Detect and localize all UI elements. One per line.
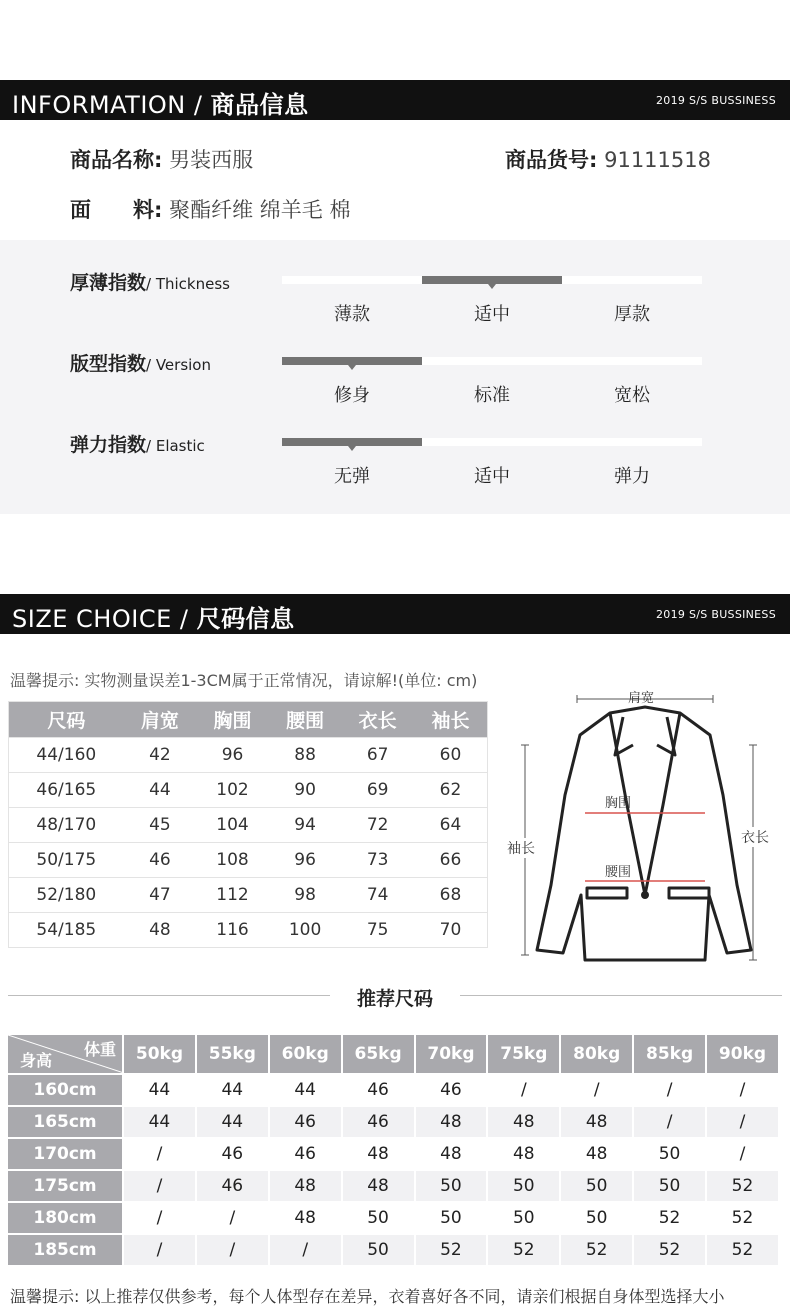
index-option: 修身	[334, 385, 370, 406]
index-option: 无弹	[334, 466, 370, 487]
jacket-measurement-diagram	[505, 685, 785, 970]
information-title: INFORMATION / 商品信息	[12, 91, 309, 119]
recommend-cell: 52	[634, 1233, 707, 1265]
recommend-cell: 52	[634, 1201, 707, 1233]
index-label-en: / Thickness	[146, 275, 230, 293]
recommend-weight-header: 80kg	[561, 1035, 634, 1073]
recommend-height-header: 160cm	[8, 1073, 124, 1105]
recommend-height-header: 185cm	[8, 1233, 124, 1265]
recommend-cell: /	[197, 1233, 270, 1265]
recommend-cell: /	[124, 1169, 197, 1201]
size-table-row	[9, 843, 488, 878]
index-option: 标准	[474, 385, 510, 406]
recommend-cell: 44	[124, 1073, 197, 1105]
recommend-cell: 52	[488, 1233, 561, 1265]
recommend-cell: 46	[270, 1105, 343, 1137]
product-name-value: 男装西服	[169, 148, 254, 172]
size-table-cell: 74	[341, 878, 414, 913]
recommend-cell: /	[634, 1073, 707, 1105]
size-table-cell: 46	[124, 843, 197, 878]
size-table-cell: 112	[196, 878, 269, 913]
size-table-cell: 72	[341, 808, 414, 843]
size-table-header: 袖长	[414, 702, 488, 738]
size-table-cell: 70	[414, 913, 488, 948]
corner-weight-label: 体重	[83, 1040, 116, 1059]
information-season-tag: 2019 S/S BUSSINESS	[655, 94, 776, 107]
recommend-cell: /	[488, 1073, 561, 1105]
size-table-header: 衣长	[341, 702, 414, 738]
size-table-cell: 67	[341, 738, 414, 773]
index-option: 适中	[474, 466, 510, 487]
index-pointer-icon	[348, 446, 356, 451]
size-season-tag: 2019 S/S BUSSINESS	[655, 608, 776, 621]
recommend-footnote: 温馨提示: 以上推荐仅供参考，每个人体型存在差异，衣着喜好各不同，请亲们根据自身体型选择大小	[10, 1287, 725, 1306]
index-label	[70, 430, 205, 457]
size-table-cell: 54/185	[9, 913, 124, 948]
size-table-cell: 44/160	[9, 738, 124, 773]
recommend-row	[8, 1233, 780, 1265]
index-label-cn: 弹力指数	[70, 434, 147, 456]
product-code-value: 91111518	[604, 148, 711, 172]
size-table-cell: 96	[269, 843, 342, 878]
recommend-height-header: 175cm	[8, 1169, 124, 1201]
recommend-cell: 48	[270, 1201, 343, 1233]
recommend-cell: 50	[416, 1169, 489, 1201]
recommend-cell: 52	[416, 1233, 489, 1265]
recommend-weight-header: 65kg	[343, 1035, 416, 1073]
recommend-row	[8, 1105, 780, 1137]
chest-label: 胸围	[605, 796, 632, 811]
index-option: 厚款	[614, 304, 650, 325]
size-table-cell: 96	[196, 738, 269, 773]
recommend-cell: 48	[561, 1137, 634, 1169]
size-table-cell: 90	[269, 773, 342, 808]
recommend-cell: 46	[197, 1169, 270, 1201]
recommend-cell: /	[124, 1233, 197, 1265]
size-table-cell: 62	[414, 773, 488, 808]
recommend-cell: 50	[488, 1201, 561, 1233]
product-name-label: 商品名称:	[70, 148, 163, 172]
recommend-weight-header: 90kg	[707, 1035, 780, 1073]
recommend-weight-header: 60kg	[270, 1035, 343, 1073]
recommend-cell: 46	[343, 1105, 416, 1137]
recommend-cell: 46	[270, 1137, 343, 1169]
size-table-cell: 102	[196, 773, 269, 808]
recommend-cell: 48	[270, 1169, 343, 1201]
index-label-cn: 厚薄指数	[70, 272, 147, 294]
index-option: 薄款	[334, 304, 370, 325]
waist-label: 腰围	[605, 865, 632, 880]
index-option: 适中	[474, 304, 510, 325]
size-table-cell: 88	[269, 738, 342, 773]
size-table-cell: 69	[341, 773, 414, 808]
recommend-cell: /	[270, 1233, 343, 1265]
shoulder-label: 肩宽	[628, 691, 655, 706]
size-table-cell: 66	[414, 843, 488, 878]
recommend-cell: 44	[124, 1105, 197, 1137]
recommend-cell: /	[561, 1073, 634, 1105]
index-selected-segment	[282, 357, 422, 365]
index-option: 宽松	[614, 385, 650, 406]
recommend-cell: 48	[416, 1137, 489, 1169]
recommend-cell: /	[707, 1137, 780, 1169]
size-table-cell: 75	[341, 913, 414, 948]
size-table-row	[9, 913, 488, 948]
size-table-header: 胸围	[196, 702, 269, 738]
recommend-cell: 48	[416, 1105, 489, 1137]
recommend-corner-cell	[8, 1035, 124, 1073]
recommend-cell: 50	[561, 1169, 634, 1201]
size-table-cell: 94	[269, 808, 342, 843]
recommend-weight-header: 75kg	[488, 1035, 561, 1073]
size-table-row	[9, 878, 488, 913]
sleeve-label: 袖长	[507, 838, 535, 858]
recommend-weight-header: 55kg	[197, 1035, 270, 1073]
size-table-header: 尺码	[9, 702, 124, 738]
size-table-cell: 44	[124, 773, 197, 808]
recommend-cell: 52	[707, 1201, 780, 1233]
recommend-cell: 46	[343, 1073, 416, 1105]
size-tip: 温馨提示: 实物测量误差1-3CM属于正常情况，请谅解!(单位: cm)	[10, 671, 478, 690]
size-table-cell: 108	[196, 843, 269, 878]
size-table	[8, 701, 488, 948]
recommend-cell: /	[634, 1105, 707, 1137]
index-pointer-icon	[488, 284, 496, 289]
size-title: SIZE CHOICE / 尺码信息	[12, 605, 295, 633]
size-table-row	[9, 773, 488, 808]
recommend-divider-right	[460, 995, 782, 996]
recommend-weight-header: 50kg	[124, 1035, 197, 1073]
recommend-cell: 48	[488, 1137, 561, 1169]
recommend-cell: 50	[634, 1137, 707, 1169]
recommend-cell: 50	[488, 1169, 561, 1201]
size-table-cell: 48	[124, 913, 197, 948]
size-table-cell: 98	[269, 878, 342, 913]
index-label-en: / Elastic	[146, 437, 205, 455]
length-label: 衣长	[741, 827, 769, 847]
index-label	[70, 349, 211, 376]
recommend-cell: 48	[343, 1169, 416, 1201]
index-selected-segment	[282, 438, 422, 446]
recommend-cell: 50	[561, 1201, 634, 1233]
recommend-cell: 44	[197, 1073, 270, 1105]
recommend-row	[8, 1169, 780, 1201]
recommend-weight-header: 70kg	[416, 1035, 489, 1073]
size-table-cell: 73	[341, 843, 414, 878]
recommend-height-header: 180cm	[8, 1201, 124, 1233]
recommend-cell: 52	[707, 1233, 780, 1265]
size-table-header: 肩宽	[124, 702, 197, 738]
recommend-cell: 48	[343, 1137, 416, 1169]
product-code-row	[505, 144, 711, 174]
size-table-cell: 116	[196, 913, 269, 948]
size-table-cell: 50/175	[9, 843, 124, 878]
index-track	[282, 438, 702, 446]
recommend-height-header: 170cm	[8, 1137, 124, 1169]
recommend-cell: 50	[634, 1169, 707, 1201]
fabric-row	[70, 194, 350, 224]
size-table-row	[9, 738, 488, 773]
fabric-value: 聚酯纤维 绵羊毛 棉	[169, 198, 351, 222]
recommend-row	[8, 1137, 780, 1169]
recommend-cell: 50	[343, 1201, 416, 1233]
recommend-cell: 46	[197, 1137, 270, 1169]
recommend-divider-left	[8, 995, 330, 996]
recommend-cell: /	[197, 1201, 270, 1233]
recommend-cell: /	[707, 1105, 780, 1137]
index-label-cn: 版型指数	[70, 353, 147, 375]
information-banner	[0, 80, 790, 120]
recommend-cell: 44	[197, 1105, 270, 1137]
size-table-cell: 48/170	[9, 808, 124, 843]
size-table-row	[9, 808, 488, 843]
index-track	[282, 276, 702, 284]
size-table-cell: 104	[196, 808, 269, 843]
recommend-row	[8, 1073, 780, 1105]
size-table-cell: 60	[414, 738, 488, 773]
recommend-title: 推荐尺码	[356, 988, 433, 1010]
index-track	[282, 357, 702, 365]
recommend-table	[8, 1035, 780, 1265]
product-name-row	[70, 144, 253, 174]
recommend-height-header: 165cm	[8, 1105, 124, 1137]
recommend-cell: /	[124, 1201, 197, 1233]
size-table-cell: 64	[414, 808, 488, 843]
recommend-row	[8, 1201, 780, 1233]
recommend-cell: 48	[561, 1105, 634, 1137]
recommend-cell: 52	[561, 1233, 634, 1265]
recommend-cell: 52	[707, 1169, 780, 1201]
index-selected-segment	[422, 276, 562, 284]
size-table-cell: 45	[124, 808, 197, 843]
index-pointer-icon	[348, 365, 356, 370]
index-label	[70, 268, 230, 295]
recommend-cell: 44	[270, 1073, 343, 1105]
size-table-cell: 68	[414, 878, 488, 913]
recommend-cell: /	[124, 1137, 197, 1169]
size-table-cell: 100	[269, 913, 342, 948]
recommend-weight-header: 85kg	[634, 1035, 707, 1073]
recommend-cell: /	[707, 1073, 780, 1105]
index-option: 弹力	[614, 466, 650, 487]
fabric-label: 面 料:	[70, 198, 163, 222]
index-label-en: / Version	[146, 356, 211, 374]
size-table-cell: 46/165	[9, 773, 124, 808]
corner-height-label: 身高	[20, 1051, 53, 1070]
recommend-cell: 50	[416, 1201, 489, 1233]
size-table-header: 腰围	[269, 702, 342, 738]
size-table-cell: 42	[124, 738, 197, 773]
size-table-cell: 47	[124, 878, 197, 913]
product-code-label: 商品货号:	[505, 148, 598, 172]
size-banner	[0, 594, 790, 634]
recommend-cell: 46	[416, 1073, 489, 1105]
size-table-cell: 52/180	[9, 878, 124, 913]
recommend-cell: 50	[343, 1233, 416, 1265]
recommend-cell: 48	[488, 1105, 561, 1137]
